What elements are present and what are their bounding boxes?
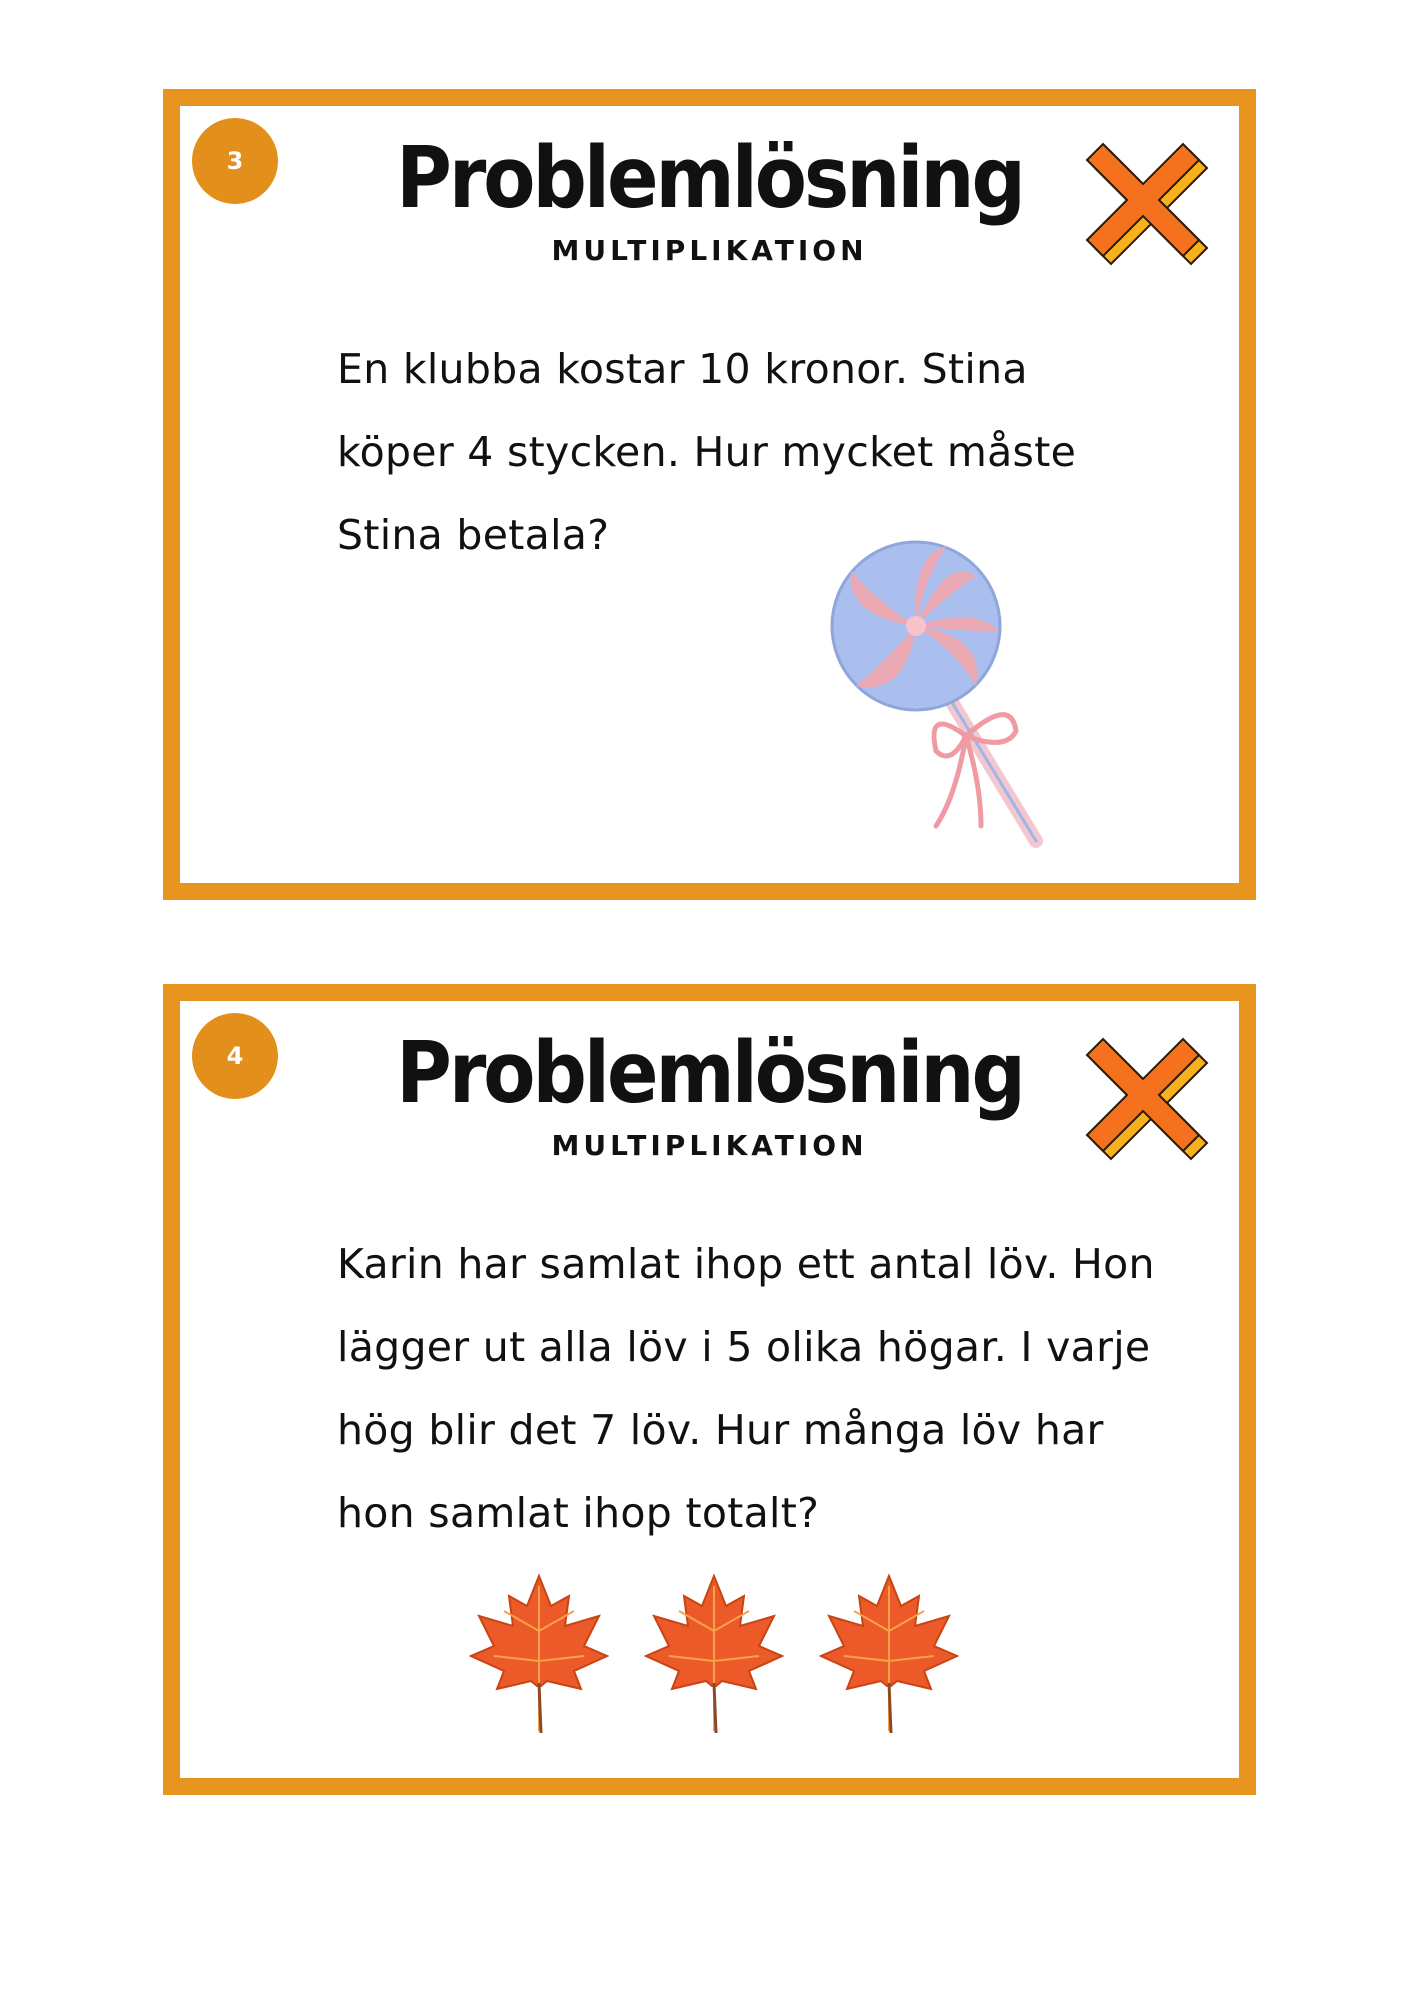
problem-text: Karin har samlat ihop ett antal löv. Hon lägger ut alla löv i 5 olika högar. I varje hög blir det 7 löv. Hur många löv har hon samlat ihop totalt?	[337, 1240, 1155, 1537]
problem-text: En klubba kostar 10 kronor. Stina köper 4 stycken. Hur mycket måste Stina betala?	[337, 345, 1077, 559]
card-subtitle: MULTIPLIKATION	[551, 234, 868, 267]
multiplication-x-icon	[1085, 136, 1215, 266]
lollipop-icon	[816, 536, 1056, 851]
card-number-badge: 3	[192, 118, 278, 204]
maple-leaf-icon	[469, 1571, 609, 1736]
card-title: Problemlösning	[396, 1022, 1023, 1123]
maple-leaf-icon	[819, 1571, 959, 1736]
problem-card-4	[163, 984, 1256, 1795]
multiplication-x-icon	[1085, 1031, 1215, 1161]
problem-card-3	[163, 89, 1256, 900]
card-title: Problemlösning	[396, 127, 1023, 228]
card-number-badge: 4	[192, 1013, 278, 1099]
maple-leaf-icon	[644, 1571, 784, 1736]
leaf-illustration	[469, 1571, 969, 1741]
card-subtitle: MULTIPLIKATION	[551, 1129, 868, 1162]
